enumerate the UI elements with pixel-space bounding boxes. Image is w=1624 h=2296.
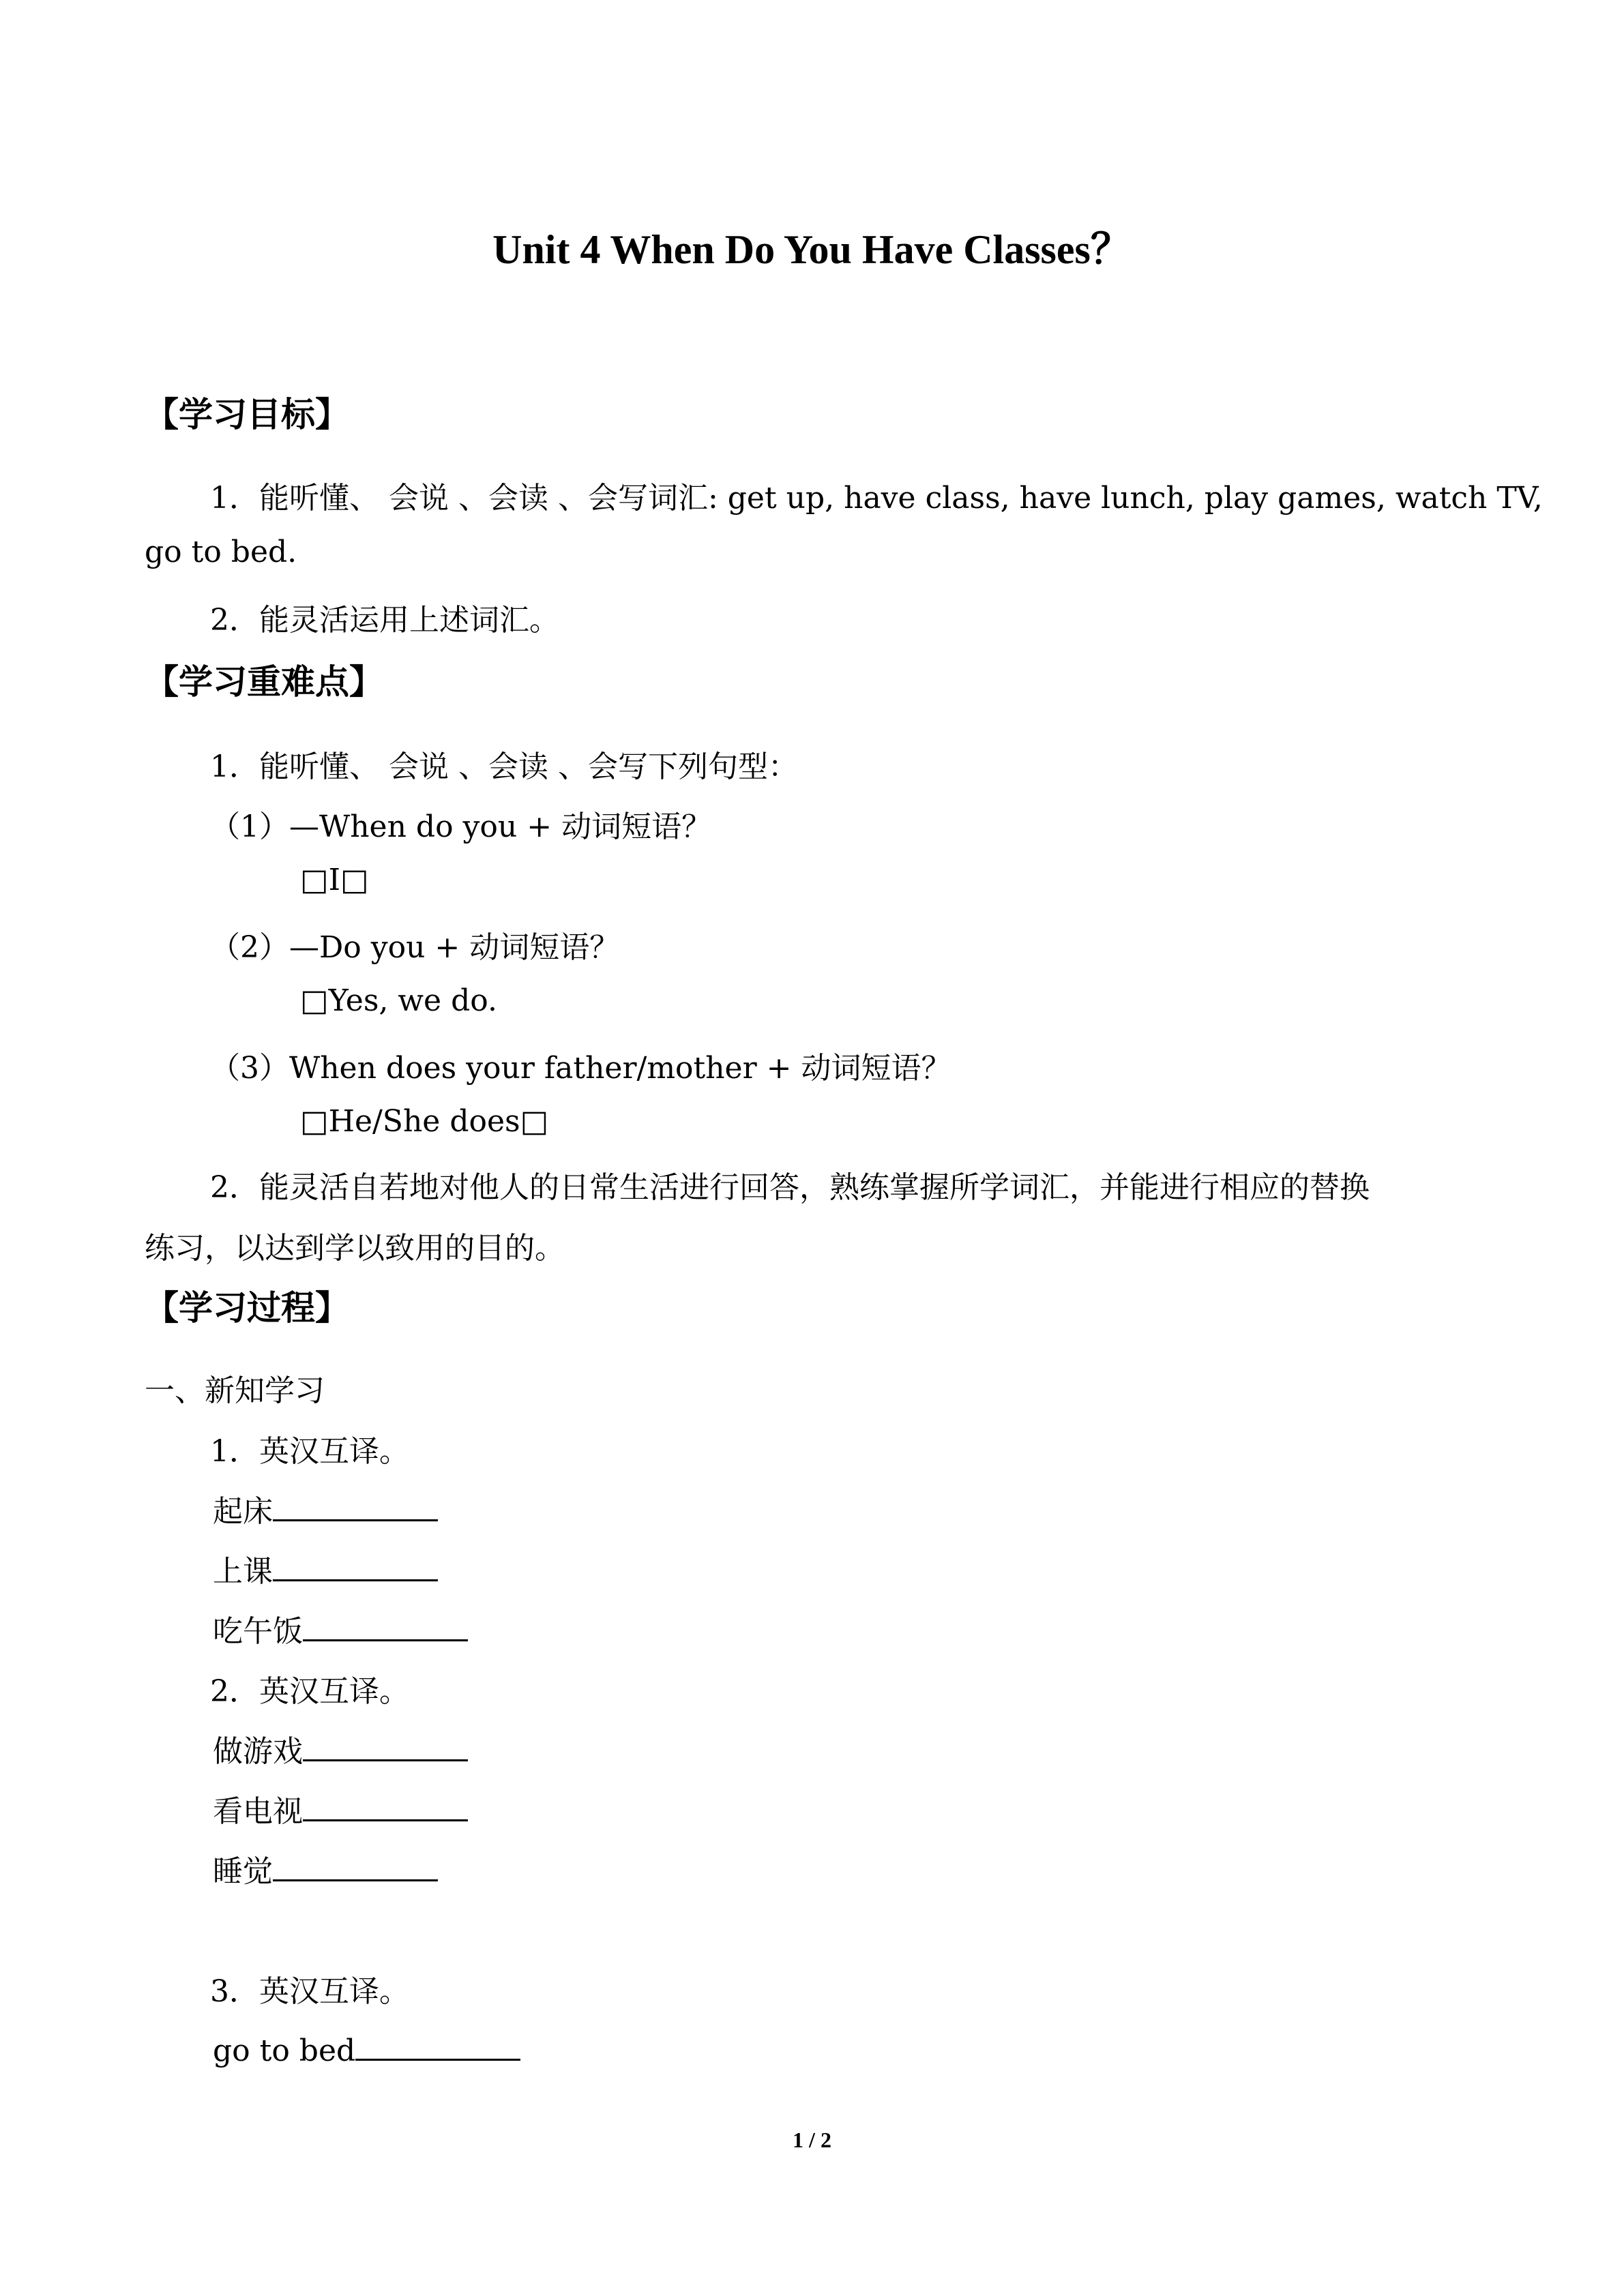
section-heading-key-points: 【学习重难点】 [145, 662, 383, 702]
key-points-item-2-line-2: 练习，以达到学以致用的目的。 [145, 1231, 565, 1266]
answer-blank[interactable] [355, 2029, 520, 2061]
exercise-item [213, 1607, 468, 1650]
page-title: Unit 4 When Do You Have Classes？ [492, 227, 1132, 272]
sentence-pattern-1: （1）—When do you + 动词短语？ [210, 809, 712, 844]
key-points-item-2-line-1: 2．能灵活自若地对他人的日常生活进行回答，熟练掌握所学词汇，并能进行相应的替换 [210, 1170, 1370, 1205]
exercise-item [213, 2029, 520, 2068]
exercise-item-label: 做游戏 [213, 1734, 303, 1769]
section-heading-goals: 【学习目标】 [145, 395, 349, 434]
exercise-item [213, 1487, 438, 1530]
sentence-pattern-1-answer: □I□ [300, 863, 369, 897]
sentence-pattern-2-answer: □Yes, we do. [300, 983, 497, 1018]
answer-blank[interactable] [303, 1729, 468, 1761]
goals-item-2: 2．能灵活运用上述词汇。 [210, 603, 559, 638]
sentence-pattern-2: （2）—Do you + 动词短语？ [210, 930, 620, 965]
answer-blank[interactable] [273, 1489, 438, 1521]
exercise-item [213, 1847, 438, 1890]
goals-item-1-line-1: 1．能听懂、 会说 、会读 、会写词汇: get up, have class, have lunch, play games, watch TV, [210, 481, 1543, 516]
answer-blank[interactable] [303, 1609, 468, 1641]
part-1-title: 一、新知学习 [145, 1373, 325, 1408]
page-number: 1 / 2 [793, 2128, 831, 2152]
answer-blank[interactable] [273, 1549, 438, 1581]
exercise-item-label: go to bed [213, 2033, 356, 2068]
answer-blank[interactable] [303, 1789, 468, 1821]
exercise-item [213, 1547, 438, 1590]
exercise-item-label: 起床 [213, 1494, 273, 1529]
exercise-item-label: 看电视 [213, 1794, 303, 1829]
exercise-item-label: 上课 [213, 1554, 273, 1589]
goals-item-1-line-2: go to bed. [145, 535, 297, 569]
answer-blank[interactable] [273, 1849, 438, 1881]
key-points-item-1: 1．能听懂、 会说 、会读 、会写下列句型： [210, 749, 798, 784]
exercise-2-title: 2．英汉互译。 [210, 1674, 409, 1709]
exercise-1-title: 1．英汉互译。 [210, 1434, 409, 1469]
sentence-pattern-3-answer: □He/She does□ [300, 1104, 549, 1139]
exercise-item [213, 1787, 468, 1830]
exercise-3-title: 3．英汉互译。 [210, 1974, 409, 2009]
exercise-item-label: 睡觉 [213, 1854, 273, 1889]
sentence-pattern-3: （3）When does your father/mother + 动词短语？ [210, 1051, 951, 1086]
exercise-item [213, 1727, 468, 1770]
section-heading-process: 【学习过程】 [145, 1288, 349, 1328]
exercise-item-label: 吃午饭 [213, 1614, 303, 1649]
